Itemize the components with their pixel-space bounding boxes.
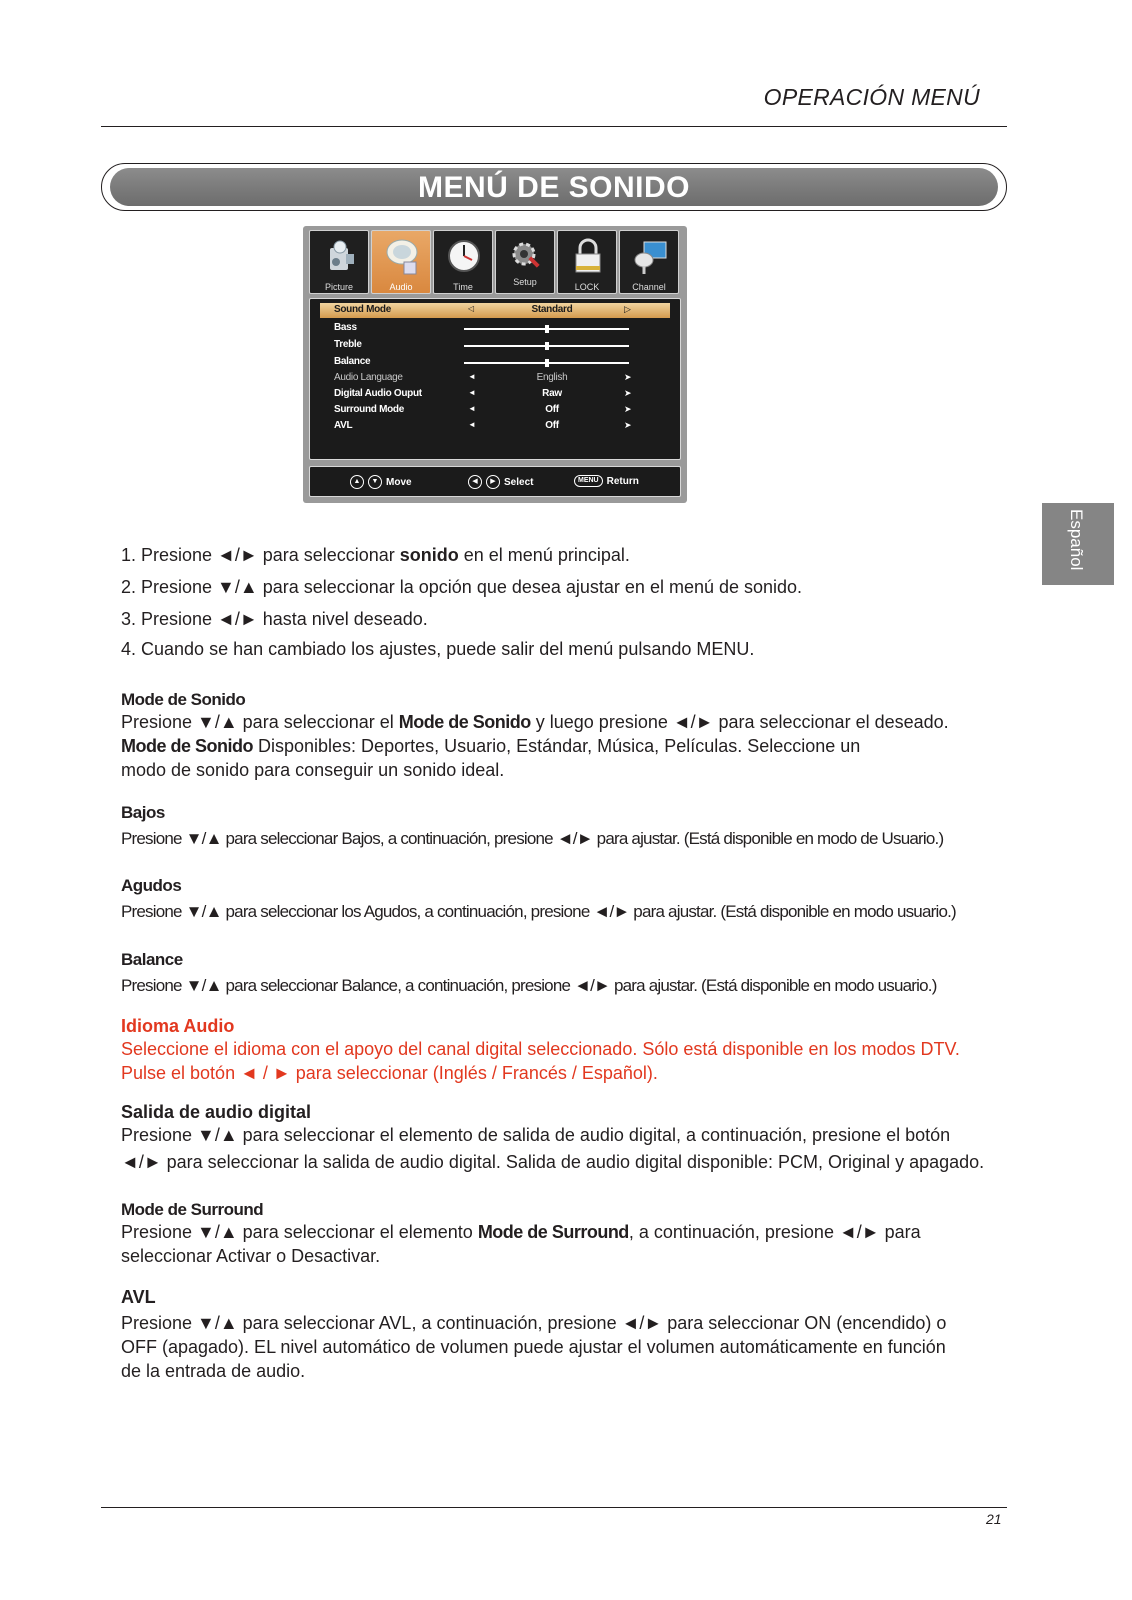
osd-help-bar bbox=[309, 466, 681, 497]
section-text: Mode de Sonido Disponibles: Deportes, Usuario, Estándar, Música, Películas. Seleccione un bbox=[121, 736, 861, 756]
right-arrow-icon: ➤ bbox=[624, 420, 632, 430]
section-heading: Salida de audio digital bbox=[121, 1102, 312, 1122]
osd-row-label: AVL bbox=[334, 420, 353, 431]
section-agudos bbox=[121, 876, 1041, 924]
osd-row-label: Treble bbox=[334, 339, 362, 350]
right-arrow-icon: ➤ bbox=[624, 404, 632, 414]
osd-row-value: English bbox=[536, 372, 568, 383]
osd-row-bass bbox=[320, 321, 670, 336]
right-arrow-icon: ➤ bbox=[624, 372, 632, 382]
osd-help-label: Return bbox=[606, 475, 639, 487]
osd-help-label: Select bbox=[504, 476, 534, 488]
step-1: 1. Presione ◄/► para seleccionar sonido en el menú principal. bbox=[121, 545, 630, 565]
banner-fill bbox=[110, 168, 998, 206]
osd-row-value: Off bbox=[545, 420, 559, 431]
slider-knob bbox=[545, 342, 549, 350]
osd-row-balance bbox=[320, 355, 670, 370]
section-text: Presione ▼/▲ para seleccionar el elemento Mode de Surround, a continuación, presione ◄/► para bbox=[121, 1222, 921, 1242]
right-arrow-icon: ➤ bbox=[624, 388, 632, 398]
down-button-icon: ▼ bbox=[368, 475, 382, 489]
section-title: OPERACIÓN MENÚ bbox=[763, 84, 980, 110]
section-balance bbox=[121, 950, 1041, 998]
left-arrow-icon: ◄ bbox=[468, 388, 476, 397]
section-salida-audio-digital bbox=[121, 1102, 1041, 1174]
osd-tab-label: Time bbox=[453, 282, 473, 292]
page-banner bbox=[101, 163, 1007, 211]
osd-row-surround-mode bbox=[320, 403, 670, 418]
section-heading: Balance bbox=[121, 950, 183, 969]
slider-knob bbox=[545, 359, 549, 367]
osd-tab-setup bbox=[495, 230, 555, 294]
left-arrow-icon: ◁ bbox=[468, 304, 474, 313]
left-arrow-icon: ◄ bbox=[468, 420, 476, 429]
section-text: ◄/► para seleccionar la salida de audio digital. Salida de audio digital disponible: PCM, Original y apagado. bbox=[121, 1152, 985, 1172]
osd-tab-channel bbox=[619, 230, 679, 294]
section-heading: AVL bbox=[121, 1287, 156, 1307]
osd-row-value: Standard bbox=[531, 304, 573, 315]
section-text: Seleccione el idioma con el apoyo del canal digital seleccionado. Sólo está disponible en los modos DTV. bbox=[121, 1039, 960, 1059]
osd-sound-menu bbox=[309, 298, 681, 460]
tv-osd-screenshot bbox=[303, 226, 687, 503]
padlock-icon bbox=[570, 237, 606, 277]
osd-row-audio-language bbox=[320, 371, 670, 386]
step-2: 2. Presione ▼/▲ para seleccionar la opción que desea ajustar en el menú de sonido. bbox=[121, 577, 803, 597]
language-side-tab bbox=[1042, 503, 1114, 585]
left-button-icon: ◀ bbox=[468, 475, 482, 489]
camcorder-icon bbox=[322, 237, 358, 277]
section-text: seleccionar Activar o Desactivar. bbox=[121, 1246, 381, 1266]
osd-tab-label: LOCK bbox=[574, 282, 600, 292]
gear-wrench-icon bbox=[508, 237, 544, 277]
osd-row-label: Bass bbox=[334, 322, 357, 333]
osd-tab-label: Channel bbox=[632, 282, 666, 292]
section-mode-surround bbox=[121, 1200, 1041, 1268]
osd-tab-label: Setup bbox=[513, 277, 537, 287]
bottom-divider bbox=[101, 1507, 1007, 1508]
left-arrow-icon: ◄ bbox=[468, 372, 476, 381]
slider-knob bbox=[545, 325, 549, 333]
osd-row-value: Off bbox=[545, 404, 559, 415]
section-heading: Mode de Surround bbox=[121, 1200, 264, 1219]
section-text: Presione ▼/▲ para seleccionar el Mode de Sonido y luego presione ◄/► para seleccionar el deseado. bbox=[121, 712, 949, 732]
speaker-icon bbox=[384, 237, 420, 277]
section-heading: Agudos bbox=[121, 876, 182, 895]
section-idioma-audio bbox=[121, 1016, 1041, 1085]
osd-row-label: Sound Mode bbox=[334, 304, 391, 315]
section-text: Presione ▼/▲ para seleccionar Bajos, a continuación, presione ◄/► para ajustar. (Está disponible en modo de Usuario.) bbox=[121, 829, 944, 848]
page-number: 21 bbox=[986, 1511, 1002, 1527]
up-button-icon: ▲ bbox=[350, 475, 364, 489]
osd-help-return bbox=[574, 475, 639, 487]
osd-slider-balance bbox=[464, 362, 629, 364]
side-tab-label: Español bbox=[1067, 509, 1086, 571]
osd-tab-bar bbox=[309, 230, 681, 292]
left-arrow-icon: ◄ bbox=[468, 404, 476, 413]
osd-tab-time bbox=[433, 230, 493, 294]
menu-button-icon: MENU bbox=[574, 475, 603, 487]
osd-tab-label: Audio bbox=[389, 282, 413, 292]
osd-slider-bass bbox=[464, 328, 629, 330]
section-text: de la entrada de audio. bbox=[121, 1361, 306, 1381]
osd-row-label: Surround Mode bbox=[334, 404, 404, 415]
osd-row-label: Audio Language bbox=[334, 372, 403, 383]
top-divider bbox=[101, 126, 1007, 127]
section-text: Pulse el botón ◄ / ► para seleccionar (Inglés / Francés / Español). bbox=[121, 1063, 658, 1083]
osd-tab-picture bbox=[309, 230, 369, 294]
section-mode-sonido bbox=[121, 690, 1041, 782]
osd-help-move bbox=[350, 475, 412, 489]
step-4: 4. Cuando se han cambiado los ajustes, puede salir del menú pulsando MENU. bbox=[121, 639, 755, 659]
osd-tab-lock bbox=[557, 230, 617, 294]
section-text: Presione ▼/▲ para seleccionar los Agudos, a continuación, presione ◄/► para ajustar. (Está disponible en modo usuario.) bbox=[121, 902, 956, 921]
osd-tab-label: Picture bbox=[324, 282, 353, 292]
section-heading: Bajos bbox=[121, 803, 165, 822]
osd-tab-audio bbox=[371, 230, 431, 294]
instruction-steps bbox=[121, 539, 802, 665]
section-text: Presione ▼/▲ para seleccionar Balance, a continuación, presione ◄/► para ajustar. (Está disponible en modo usuario.) bbox=[121, 976, 937, 995]
section-heading: Mode de Sonido bbox=[121, 690, 246, 709]
osd-help-select bbox=[468, 475, 533, 489]
section-text: modo de sonido para conseguir un sonido ideal. bbox=[121, 760, 505, 780]
osd-row-label: Balance bbox=[334, 356, 371, 367]
step-3: 3. Presione ◄/► hasta nivel deseado. bbox=[121, 609, 428, 629]
right-button-icon: ▶ bbox=[486, 475, 500, 489]
satellite-dish-icon bbox=[632, 237, 668, 277]
section-text: Presione ▼/▲ para seleccionar el elemento de salida de audio digital, a continuación, presione el botón bbox=[121, 1125, 951, 1145]
clock-icon bbox=[446, 237, 482, 277]
right-arrow-icon: ▷ bbox=[624, 304, 631, 314]
section-text: Presione ▼/▲ para seleccionar AVL, a continuación, presione ◄/► para seleccionar ON (encendido) o bbox=[121, 1313, 947, 1333]
osd-row-treble bbox=[320, 338, 670, 353]
section-text: OFF (apagado). EL nivel automático de volumen puede ajustar el volumen automáticamente en función bbox=[121, 1337, 946, 1357]
section-bajos bbox=[121, 803, 1041, 851]
section-avl bbox=[121, 1287, 1041, 1383]
osd-row-avl bbox=[320, 419, 670, 434]
osd-row-value: Raw bbox=[542, 388, 562, 399]
osd-row-sound-mode bbox=[320, 303, 670, 318]
osd-help-label: Move bbox=[386, 476, 412, 488]
osd-slider-treble bbox=[464, 345, 629, 347]
section-heading: Idioma Audio bbox=[121, 1016, 235, 1036]
osd-row-label: Digital Audio Ouput bbox=[334, 388, 422, 399]
banner-title: MENÚ DE SONIDO bbox=[417, 171, 691, 204]
osd-row-digital-audio-output bbox=[320, 387, 670, 402]
